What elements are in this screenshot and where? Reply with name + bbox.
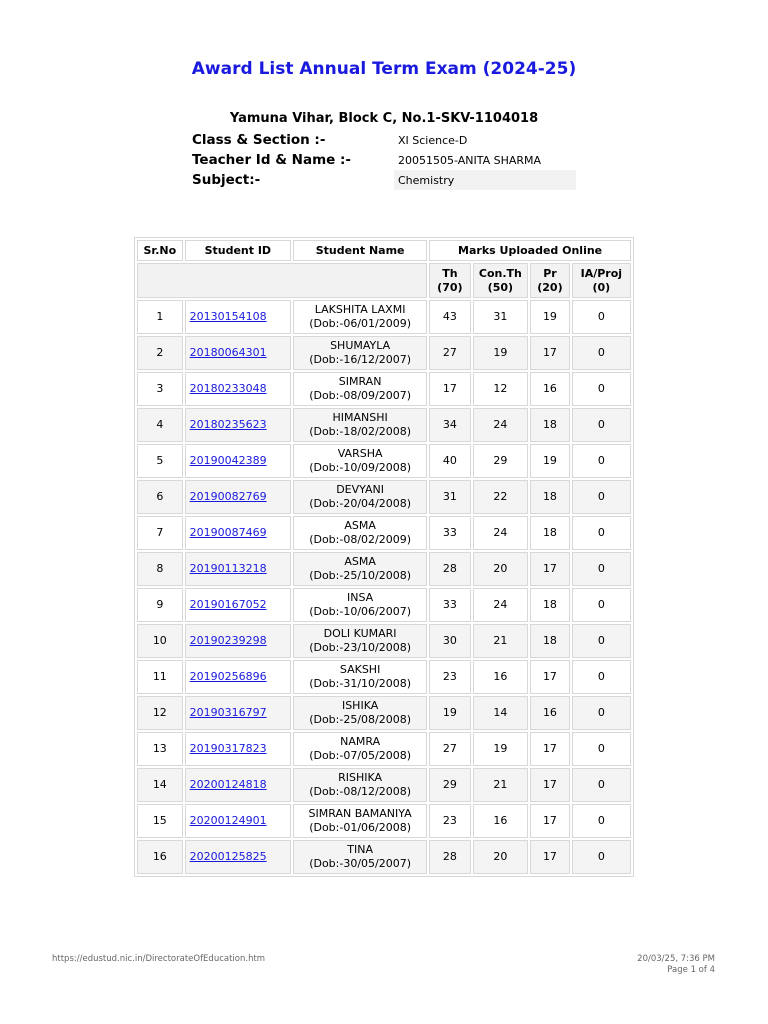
cell-th: 23 bbox=[429, 660, 470, 694]
cell-pr: 17 bbox=[530, 768, 570, 802]
cell-ia-proj: 0 bbox=[572, 660, 631, 694]
cell-srno: 9 bbox=[137, 588, 183, 622]
cell-srno: 13 bbox=[137, 732, 183, 766]
student-name: RISHIKA bbox=[338, 771, 383, 784]
cell-th: 34 bbox=[429, 408, 470, 442]
cell-conth: 16 bbox=[473, 660, 529, 694]
page-title: Award List Annual Term Exam (2024-25) bbox=[191, 59, 577, 79]
cell-conth: 21 bbox=[473, 768, 529, 802]
cell-student-name bbox=[293, 840, 427, 874]
cell-student-id bbox=[185, 588, 291, 622]
student-dob: (Dob:-10/09/2008) bbox=[309, 461, 412, 474]
cell-conth: 24 bbox=[473, 516, 529, 550]
cell-srno: 1 bbox=[137, 300, 183, 334]
student-name: SHUMAYLA bbox=[330, 339, 391, 352]
cell-student-name bbox=[293, 732, 427, 766]
cell-srno: 6 bbox=[137, 480, 183, 514]
cell-ia-proj: 0 bbox=[572, 804, 631, 838]
table-row bbox=[137, 588, 631, 622]
cell-conth: 22 bbox=[473, 480, 529, 514]
cell-student-id bbox=[185, 300, 291, 334]
cell-srno: 8 bbox=[137, 552, 183, 586]
cell-ia-proj: 0 bbox=[572, 732, 631, 766]
table-row bbox=[137, 444, 631, 478]
student-id-link[interactable]: 20190239298 bbox=[189, 634, 267, 647]
cell-srno: 4 bbox=[137, 408, 183, 442]
cell-pr: 17 bbox=[530, 732, 570, 766]
student-name: ISHIKA bbox=[341, 699, 379, 712]
cell-student-id bbox=[185, 372, 291, 406]
cell-th: 28 bbox=[429, 552, 470, 586]
student-dob: (Dob:-25/08/2008) bbox=[309, 713, 412, 726]
student-id-link[interactable]: 20180233048 bbox=[189, 382, 267, 395]
cell-th: 40 bbox=[429, 444, 470, 478]
cell-pr: 18 bbox=[530, 624, 570, 658]
student-id-link[interactable]: 20190316797 bbox=[189, 706, 267, 719]
cell-student-id bbox=[185, 768, 291, 802]
header-row bbox=[137, 240, 631, 261]
table-row bbox=[137, 732, 631, 766]
cell-student-name bbox=[293, 660, 427, 694]
cell-student-name bbox=[293, 480, 427, 514]
student-dob: (Dob:-07/05/2008) bbox=[309, 749, 412, 762]
sub-header-th: Th (70) bbox=[429, 263, 470, 298]
cell-th: 27 bbox=[429, 732, 470, 766]
info-value: Chemistry bbox=[394, 170, 576, 190]
cell-student-id bbox=[185, 480, 291, 514]
table-row bbox=[137, 768, 631, 802]
cell-pr: 17 bbox=[530, 552, 570, 586]
student-name: DEVYANI bbox=[336, 483, 385, 496]
cell-student-name bbox=[293, 552, 427, 586]
cell-pr: 18 bbox=[530, 408, 570, 442]
cell-ia-proj: 0 bbox=[572, 840, 631, 874]
cell-student-name bbox=[293, 516, 427, 550]
header-student-id: Student ID bbox=[185, 240, 291, 261]
cell-pr: 18 bbox=[530, 588, 570, 622]
cell-th: 19 bbox=[429, 696, 470, 730]
cell-ia-proj: 0 bbox=[572, 408, 631, 442]
table-row bbox=[137, 372, 631, 406]
cell-ia-proj: 0 bbox=[572, 768, 631, 802]
cell-srno: 12 bbox=[137, 696, 183, 730]
sub-header-blank bbox=[137, 263, 427, 298]
cell-srno: 11 bbox=[137, 660, 183, 694]
cell-th: 33 bbox=[429, 516, 470, 550]
cell-student-id bbox=[185, 444, 291, 478]
table-row bbox=[137, 480, 631, 514]
student-name: ASMA bbox=[344, 519, 376, 532]
student-id-link[interactable]: 20190113218 bbox=[189, 562, 267, 575]
cell-conth: 14 bbox=[473, 696, 529, 730]
table-row bbox=[137, 624, 631, 658]
info-label: Class & Section :- bbox=[192, 132, 326, 148]
sub-header-ia-proj: IA/Proj (0) bbox=[572, 263, 631, 298]
table-row bbox=[137, 660, 631, 694]
footer-datetime: 20/03/25, 7:36 PM bbox=[637, 954, 715, 964]
student-dob: (Dob:-08/12/2008) bbox=[309, 785, 412, 798]
table-row bbox=[137, 804, 631, 838]
cell-student-id bbox=[185, 624, 291, 658]
student-dob: (Dob:-08/09/2007) bbox=[309, 389, 412, 402]
student-dob: (Dob:-16/12/2007) bbox=[309, 353, 412, 366]
cell-student-id bbox=[185, 696, 291, 730]
cell-student-name bbox=[293, 624, 427, 658]
cell-ia-proj: 0 bbox=[572, 588, 631, 622]
cell-pr: 19 bbox=[530, 300, 570, 334]
table-row bbox=[137, 408, 631, 442]
student-dob: (Dob:-25/10/2008) bbox=[309, 569, 412, 582]
student-id-link[interactable]: 20190087469 bbox=[189, 526, 267, 539]
student-dob: (Dob:-31/10/2008) bbox=[309, 677, 412, 690]
student-dob: (Dob:-10/06/2007) bbox=[309, 605, 412, 618]
student-name: SIMRAN BAMANIYA bbox=[308, 807, 412, 820]
student-id-link[interactable]: 20200124818 bbox=[189, 778, 267, 791]
student-name: NAMRA bbox=[340, 735, 381, 748]
cell-student-name bbox=[293, 372, 427, 406]
student-dob: (Dob:-23/10/2008) bbox=[309, 641, 412, 654]
cell-srno: 5 bbox=[137, 444, 183, 478]
student-id-link[interactable]: 20190256896 bbox=[189, 670, 267, 683]
cell-conth: 24 bbox=[473, 588, 529, 622]
cell-student-id bbox=[185, 552, 291, 586]
cell-conth: 29 bbox=[473, 444, 529, 478]
student-name: VARSHA bbox=[337, 447, 383, 460]
table-row bbox=[137, 696, 631, 730]
cell-th: 33 bbox=[429, 588, 470, 622]
student-name: TINA bbox=[347, 843, 373, 856]
info-label: Subject:- bbox=[192, 172, 261, 188]
student-id-link[interactable]: 20190317823 bbox=[189, 742, 267, 755]
table-row bbox=[137, 516, 631, 550]
cell-ia-proj: 0 bbox=[572, 516, 631, 550]
student-name: SIMRAN bbox=[338, 375, 382, 388]
cell-conth: 12 bbox=[473, 372, 529, 406]
marks-table-body bbox=[137, 300, 631, 874]
student-name: ASMA bbox=[344, 555, 376, 568]
cell-ia-proj: 0 bbox=[572, 444, 631, 478]
student-id-link[interactable]: 20190082769 bbox=[189, 490, 267, 503]
cell-student-name bbox=[293, 696, 427, 730]
cell-conth: 16 bbox=[473, 804, 529, 838]
student-dob: (Dob:-20/04/2008) bbox=[309, 497, 412, 510]
student-name: INSA bbox=[347, 591, 374, 604]
header-srno: Sr.No bbox=[137, 240, 183, 261]
cell-ia-proj: 0 bbox=[572, 624, 631, 658]
cell-student-id bbox=[185, 336, 291, 370]
table-row bbox=[137, 300, 631, 334]
cell-th: 17 bbox=[429, 372, 470, 406]
cell-srno: 14 bbox=[137, 768, 183, 802]
sub-header-pr: Pr (20) bbox=[530, 263, 570, 298]
table-row bbox=[137, 336, 631, 370]
info-label: Teacher Id & Name :- bbox=[192, 152, 352, 168]
sub-header-row bbox=[137, 263, 631, 298]
cell-student-id bbox=[185, 804, 291, 838]
cell-th: 23 bbox=[429, 804, 470, 838]
cell-pr: 18 bbox=[530, 480, 570, 514]
cell-srno: 3 bbox=[137, 372, 183, 406]
cell-conth: 19 bbox=[473, 732, 529, 766]
cell-th: 29 bbox=[429, 768, 470, 802]
student-dob: (Dob:-06/01/2009) bbox=[309, 317, 412, 330]
student-dob: (Dob:-01/06/2008) bbox=[309, 821, 412, 834]
cell-srno: 16 bbox=[137, 840, 183, 874]
cell-srno: 15 bbox=[137, 804, 183, 838]
cell-student-name bbox=[293, 588, 427, 622]
student-name: DOLI KUMARI bbox=[323, 627, 397, 640]
cell-student-name bbox=[293, 336, 427, 370]
cell-th: 28 bbox=[429, 840, 470, 874]
student-name: SAKSHI bbox=[339, 663, 381, 676]
student-id-link[interactable]: 20180235623 bbox=[189, 418, 267, 431]
cell-ia-proj: 0 bbox=[572, 480, 631, 514]
student-dob: (Dob:-08/02/2009) bbox=[309, 533, 412, 546]
cell-ia-proj: 0 bbox=[572, 552, 631, 586]
cell-ia-proj: 0 bbox=[572, 336, 631, 370]
cell-pr: 17 bbox=[530, 804, 570, 838]
cell-student-id bbox=[185, 516, 291, 550]
school-name: Yamuna Vihar, Block C, No.1-SKV-1104018 bbox=[229, 111, 539, 126]
cell-srno: 2 bbox=[137, 336, 183, 370]
cell-ia-proj: 0 bbox=[572, 372, 631, 406]
info-row-class bbox=[190, 130, 576, 150]
student-name: LAKSHITA LAXMI bbox=[314, 303, 406, 316]
cell-pr: 16 bbox=[530, 372, 570, 406]
info-row-subject bbox=[190, 170, 576, 190]
cell-conth: 20 bbox=[473, 552, 529, 586]
student-id-link[interactable]: 20130154108 bbox=[189, 310, 267, 323]
cell-student-name bbox=[293, 300, 427, 334]
cell-student-id bbox=[185, 732, 291, 766]
cell-student-id bbox=[185, 840, 291, 874]
cell-student-id bbox=[185, 408, 291, 442]
cell-student-name bbox=[293, 408, 427, 442]
cell-student-name bbox=[293, 804, 427, 838]
marks-table bbox=[134, 237, 634, 877]
cell-conth: 19 bbox=[473, 336, 529, 370]
header-student-name: Student Name bbox=[293, 240, 427, 261]
info-value: XI Science-D bbox=[398, 133, 468, 147]
student-name: HIMANSHI bbox=[332, 411, 388, 424]
cell-th: 31 bbox=[429, 480, 470, 514]
student-id-link[interactable]: 20190167052 bbox=[189, 598, 267, 611]
cell-conth: 31 bbox=[473, 300, 529, 334]
table-row bbox=[137, 552, 631, 586]
info-row-teacher bbox=[190, 150, 576, 170]
cell-pr: 17 bbox=[530, 840, 570, 874]
footer-page-number: Page 1 of 4 bbox=[667, 965, 715, 975]
exam-info-table bbox=[190, 130, 576, 190]
footer-url: https://edustud.nic.in/DirectorateOfEducation.htm bbox=[52, 954, 266, 964]
header-marks-group: Marks Uploaded Online bbox=[429, 240, 631, 261]
cell-conth: 20 bbox=[473, 840, 529, 874]
cell-th: 30 bbox=[429, 624, 470, 658]
cell-pr: 18 bbox=[530, 516, 570, 550]
table-row bbox=[137, 840, 631, 874]
student-dob: (Dob:-30/05/2007) bbox=[309, 857, 412, 870]
cell-student-name bbox=[293, 444, 427, 478]
cell-th: 27 bbox=[429, 336, 470, 370]
cell-pr: 19 bbox=[530, 444, 570, 478]
cell-student-id bbox=[185, 660, 291, 694]
student-id-link[interactable]: 20200124901 bbox=[189, 814, 267, 827]
cell-pr: 17 bbox=[530, 336, 570, 370]
sub-header-conth: Con.Th (50) bbox=[473, 263, 529, 298]
cell-pr: 17 bbox=[530, 660, 570, 694]
student-id-link[interactable]: 20190042389 bbox=[189, 454, 267, 467]
student-id-link[interactable]: 20180064301 bbox=[189, 346, 267, 359]
footer-meta bbox=[637, 954, 715, 976]
cell-student-name bbox=[293, 768, 427, 802]
cell-srno: 7 bbox=[137, 516, 183, 550]
cell-srno: 10 bbox=[137, 624, 183, 658]
cell-ia-proj: 0 bbox=[572, 696, 631, 730]
cell-pr: 16 bbox=[530, 696, 570, 730]
cell-conth: 21 bbox=[473, 624, 529, 658]
student-dob: (Dob:-18/02/2008) bbox=[309, 425, 412, 438]
student-id-link[interactable]: 20200125825 bbox=[189, 850, 267, 863]
cell-th: 43 bbox=[429, 300, 470, 334]
info-value: 20051505-ANITA SHARMA bbox=[398, 153, 542, 167]
cell-ia-proj: 0 bbox=[572, 300, 631, 334]
cell-conth: 24 bbox=[473, 408, 529, 442]
